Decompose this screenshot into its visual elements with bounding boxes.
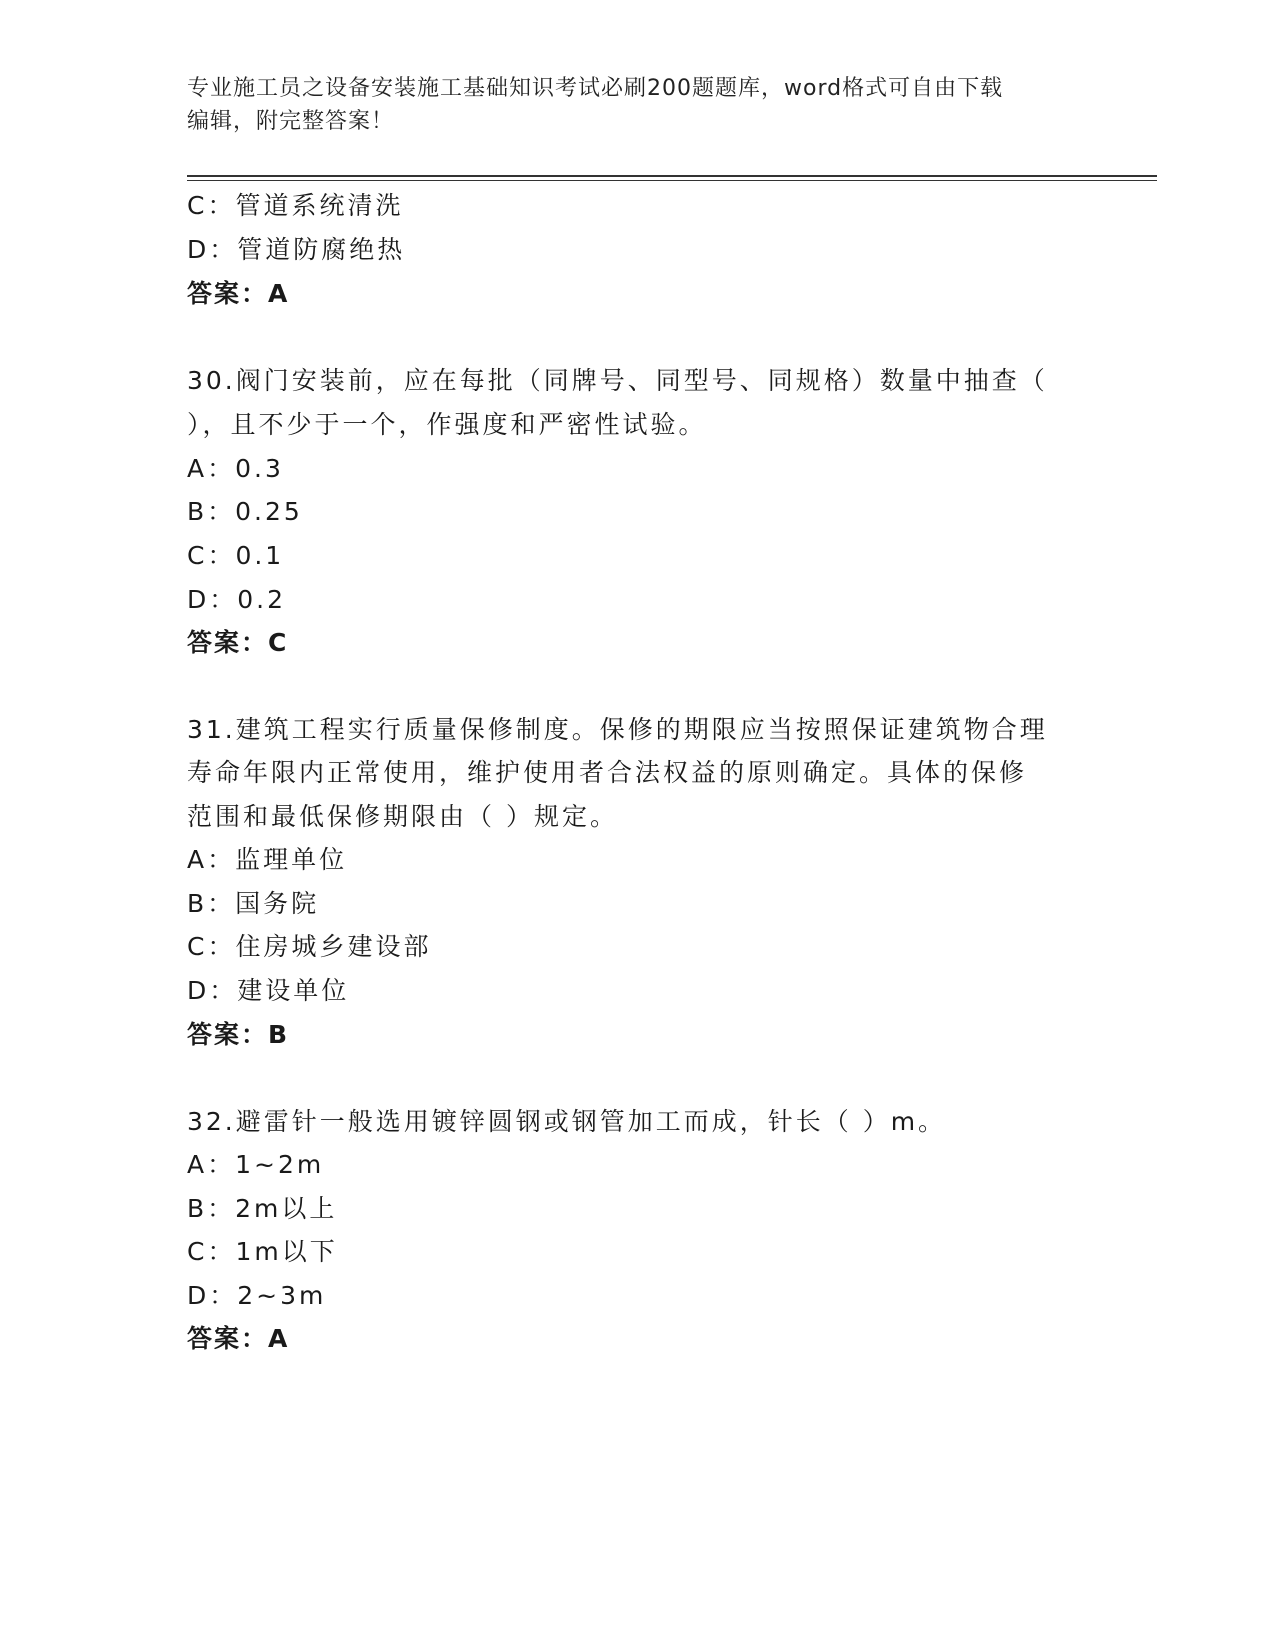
- option-a: A：监理单位: [187, 845, 348, 874]
- answer-line: 答案：A: [187, 1324, 290, 1353]
- header-divider: [187, 175, 1157, 181]
- header-title-line-2: 编辑，附完整答案！: [187, 109, 395, 134]
- question-stem: 30.阀门安装前，应在每批（同牌号、同型号、同规格）数量中抽查（: [187, 366, 1048, 395]
- option-c: C：管道系统清洗: [187, 191, 404, 220]
- option-c: C：0.1: [187, 541, 285, 570]
- question-stem: 寿命年限内正常使用，维护使用者合法权益的原则确定。具体的保修: [187, 758, 1028, 787]
- header-title-line-1: 专业施工员之设备安装施工基础知识考试必刷200题题库，word格式可自由下载: [187, 76, 1004, 101]
- option-b: B：0.25: [187, 497, 303, 526]
- document-header: [187, 72, 1067, 138]
- option-b: B：2m以上: [187, 1194, 338, 1223]
- option-d: D：2~3m: [187, 1281, 327, 1310]
- question-stem: 32.避雷针一般选用镀锌圆钢或钢管加工而成，针长（ ）m。: [187, 1107, 947, 1136]
- answer-line: 答案：C: [187, 628, 289, 657]
- option-a: A：0.3: [187, 454, 284, 483]
- answer-line: 答案：A: [187, 279, 290, 308]
- question-stem: ），且不少于一个，作强度和严密性试验。: [187, 410, 707, 439]
- answer-line: 答案：B: [187, 1020, 290, 1049]
- question-stem: 31.建筑工程实行质量保修制度。保修的期限应当按照保证建筑物合理: [187, 715, 1048, 744]
- question-stem: 范围和最低保修期限由（ ）规定。: [187, 802, 618, 831]
- option-c: C：住房城乡建设部: [187, 932, 432, 961]
- option-c: C：1m以下: [187, 1237, 338, 1266]
- option-d: D：0.2: [187, 585, 287, 614]
- option-d: D：管道防腐绝热: [187, 235, 406, 264]
- option-a: A：1~2m: [187, 1150, 325, 1179]
- option-b: B：国务院: [187, 889, 320, 918]
- option-d: D：建设单位: [187, 976, 350, 1005]
